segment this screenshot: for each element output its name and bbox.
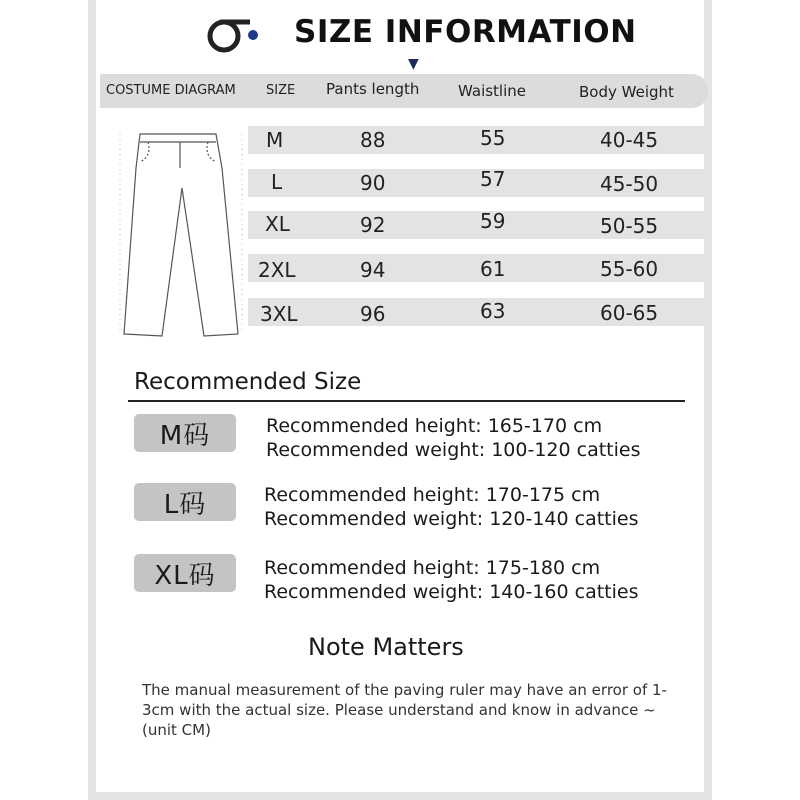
column-header-body-weight: Body Weight — [579, 83, 674, 101]
waistline-cell: 59 — [480, 209, 506, 233]
column-header-pants-length: Pants length — [326, 80, 420, 98]
pants-length-cell: 94 — [360, 258, 386, 282]
recommended-weight-text: Recommended weight: 100-120 catties — [266, 439, 641, 461]
column-header-waistline: Waistline — [458, 82, 526, 100]
size-badge-l: L码 — [134, 483, 236, 521]
body-weight-cell: 60-65 — [600, 301, 659, 325]
size-cell: 2XL — [258, 258, 296, 282]
size-cell: XL — [265, 212, 290, 236]
recommended-weight-text: Recommended weight: 120-140 catties — [264, 508, 639, 530]
pants-length-cell: 90 — [360, 171, 386, 195]
body-weight-cell: 45-50 — [600, 172, 659, 196]
note-heading: Note Matters — [308, 633, 464, 661]
table-header — [100, 74, 708, 108]
column-header-costume-diagram: COSTUME DIAGRAM — [106, 83, 236, 98]
circle-dot-logo-icon — [206, 16, 262, 54]
column-header-size: SIZE — [266, 83, 296, 98]
recommended-size-heading: Recommended Size — [134, 369, 362, 395]
pants-length-cell: 88 — [360, 128, 386, 152]
size-badge-m: M码 — [134, 414, 236, 452]
note-text: The manual measurement of the paving ruler may have an error of 1-3cm with the actual size. Please understand and know in advance ~ (unit CM) — [142, 681, 667, 739]
page-title: SIZE INFORMATION — [294, 14, 637, 50]
body-weight-cell: 55-60 — [600, 257, 659, 281]
pants-length-cell: 96 — [360, 302, 386, 326]
waistline-cell: 57 — [480, 167, 506, 191]
recommended-height-text: Recommended height: 165-170 cm — [266, 415, 603, 437]
size-badge-xl: XL码 — [134, 554, 236, 592]
divider — [128, 400, 685, 402]
pants-outline-icon — [118, 128, 244, 342]
waistline-cell: 61 — [480, 257, 506, 281]
recommended-height-text: Recommended height: 170-175 cm — [264, 484, 601, 506]
body-weight-cell: 50-55 — [600, 214, 659, 238]
pants-length-cell: 92 — [360, 213, 386, 237]
waistline-cell: 63 — [480, 299, 506, 323]
size-cell: M — [266, 128, 284, 152]
size-cell: L — [271, 170, 283, 194]
triangle-down-icon: ▼ — [408, 56, 419, 72]
waistline-cell: 55 — [480, 126, 506, 150]
recommended-weight-text: Recommended weight: 140-160 catties — [264, 581, 639, 603]
body-weight-cell: 40-45 — [600, 128, 659, 152]
recommended-height-text: Recommended height: 175-180 cm — [264, 557, 601, 579]
size-cell: 3XL — [260, 302, 298, 326]
